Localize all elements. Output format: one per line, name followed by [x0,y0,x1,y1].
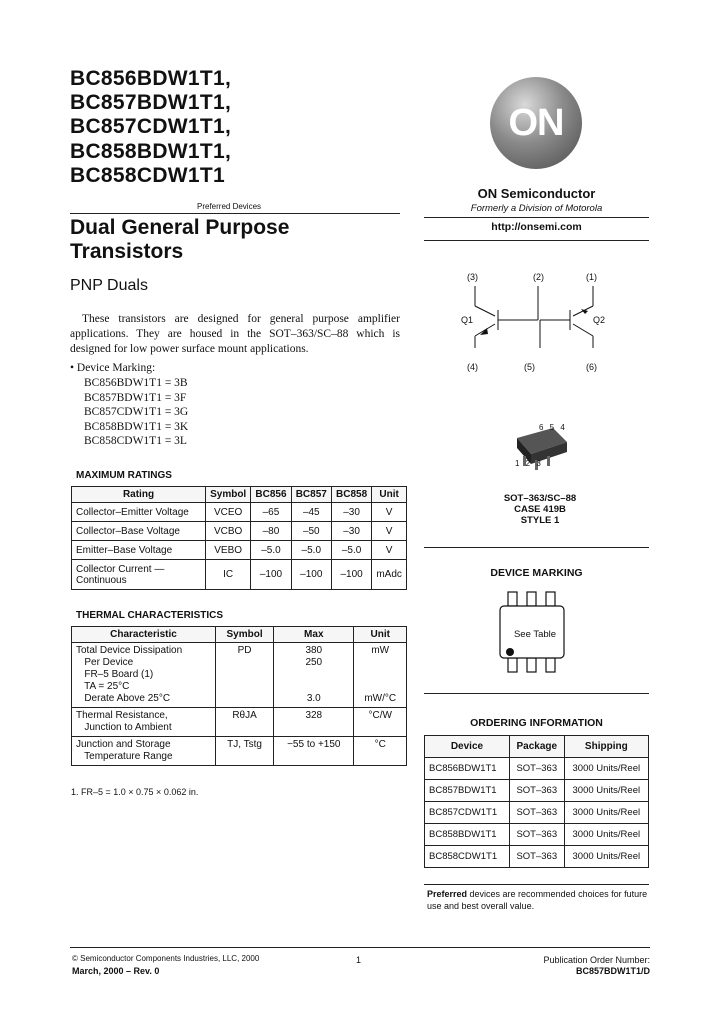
preferred-note [427,888,649,912]
package-line: CASE 419B [514,504,566,515]
table-cell: 380 250 3.0 [274,643,354,708]
column-header: Package [509,736,564,758]
table-cell: 328 [274,708,354,737]
publication-label: Publication Order Number: [543,955,650,965]
table-header-row [72,627,407,643]
package-line: STYLE 1 [520,515,560,526]
divider [424,693,649,694]
formerly-label: Formerly a Division of Motorola [470,203,603,214]
table-cell: VCBO [206,522,251,541]
table-header-row [425,736,649,758]
marking-item: BC857BDW1T1 = 3F [84,391,187,404]
marking-list [84,376,188,449]
divider [424,217,649,218]
table-cell: BC857CDW1T1 [425,802,510,824]
table-cell: 3000 Units/Reel [564,802,648,824]
table-cell: 3000 Units/Reel [564,846,648,868]
part-number: BC857CDW1T1, [70,115,232,138]
part-number: BC858BDW1T1, [70,140,232,163]
thermal-table [71,626,407,766]
table-cell: –30 [331,522,371,541]
table-row [72,560,407,590]
package-pin-numbers-top: 6 5 4 [539,423,567,432]
device-marking-bullet: • Device Marking: [70,362,156,374]
table-cell: VEBO [206,541,251,560]
website-link[interactable]: http://onsemi.com [491,221,582,233]
table-cell: 3000 Units/Reel [564,824,648,846]
marking-item: BC858BDW1T1 = 3K [84,420,189,433]
table-cell: IC [206,560,251,590]
table-cell: Total Device Dissipation Per Device FR–5 Board (1) TA = 25°C Derate Above 25°C [72,643,216,708]
q1-arrow [480,328,488,335]
column-header: Max [274,627,354,643]
column-header: Characteristic [72,627,216,643]
table-cell: PD [216,643,274,708]
max-ratings-table [71,486,407,590]
table-cell: V [372,522,407,541]
table-cell: –5.0 [251,541,291,560]
table-cell: –65 [251,503,291,522]
table-cell: SOT–363 [509,780,564,802]
table-cell: SOT–363 [509,802,564,824]
preferred-note-text: devices are recommended choices for future use and best overall value. [427,889,648,911]
table-cell: Thermal Resistance, Junction to Ambient [72,708,216,737]
table-cell: SOT–363 [509,824,564,846]
divider [424,884,649,885]
marking-item: BC858CDW1T1 = 3L [84,435,187,448]
table-cell: mAdc [372,560,407,590]
pin-label: (2) [533,272,544,282]
pin-label: (6) [586,362,597,372]
pin-label: (4) [467,362,478,372]
column-header: BC857 [291,487,331,503]
divider [424,240,649,241]
table-cell: –5.0 [331,541,371,560]
preferred-devices-label: Preferred Devices [197,202,262,211]
table-cell: –45 [291,503,331,522]
pin-label: (3) [467,272,478,282]
column-header: BC856 [251,487,291,503]
table-cell: Emitter–Base Voltage [72,541,206,560]
table-cell: –100 [251,560,291,590]
marking-item: BC857CDW1T1 = 3G [84,406,189,419]
table-row [425,846,649,868]
page-number: 1 [356,955,362,965]
pin-label: (1) [586,272,597,282]
column-header: BC858 [331,487,371,503]
title-line: Transistors [70,240,184,263]
package-pin-numbers-bottom: 1 2 3 [515,459,543,468]
q1-label: Q1 [461,315,474,325]
thermal-heading: THERMAL CHARACTERISTICS [76,610,224,621]
divider [70,213,400,214]
table-cell: –80 [251,522,291,541]
table-cell: SOT–363 [509,758,564,780]
part-number: BC856BDW1T1, [70,67,232,90]
marking-item: BC856BDW1T1 = 3B [84,377,188,389]
divider [424,547,649,548]
page-title [70,216,289,264]
table-header-row [72,487,407,503]
table-cell: –30 [331,503,371,522]
table-cell: −55 to +150 [274,737,354,766]
part-number: BC858CDW1T1 [70,164,226,187]
table-cell: BC857BDW1T1 [425,780,510,802]
table-row [425,780,649,802]
package-info [470,493,610,526]
pin-label: (5) [524,362,535,372]
table-row [72,503,407,522]
company-name: ON Semiconductor [477,186,596,201]
table-cell: BC858CDW1T1 [425,846,510,868]
table-cell: BC856BDW1T1 [425,758,510,780]
table-cell: –50 [291,522,331,541]
on-logo [490,77,582,169]
table-row [72,522,407,541]
table-cell: Junction and Storage Temperature Range [72,737,216,766]
table-row [425,758,649,780]
column-header: Symbol [206,487,251,503]
column-header: Unit [372,487,407,503]
table-row [425,802,649,824]
max-ratings-heading: MAXIMUM RATINGS [76,470,172,481]
table-cell: RθJA [216,708,274,737]
table-cell: °C [354,737,407,766]
table-cell: –100 [331,560,371,590]
column-header: Unit [354,627,407,643]
table-cell: Collector Current — Continuous [72,560,206,590]
table-row [72,541,407,560]
table-cell: –5.0 [291,541,331,560]
q2-label: Q2 [593,315,606,325]
table-row [72,737,407,766]
table-cell: –100 [291,560,331,590]
logo-text: ON [508,102,564,144]
preferred-note-bold: Preferred [427,889,468,899]
publication-number: BC857BDW1T1/D [575,966,650,976]
table-cell: VCEO [206,503,251,522]
copyright: © Semiconductor Components Industries, LLC, 2000 [72,954,260,963]
subtitle: PNP Duals [70,277,148,294]
footer-divider [70,947,650,948]
table-cell: mW mW/°C [354,643,407,708]
table-cell: Collector–Base Voltage [72,522,206,541]
device-marking-heading: DEVICE MARKING [490,567,583,579]
column-header: Rating [72,487,206,503]
footnote: 1. FR–5 = 1.0 × 0.75 × 0.062 in. [71,787,199,797]
part-number: BC857BDW1T1, [70,91,232,114]
table-row [425,824,649,846]
column-header: Shipping [564,736,648,758]
table-cell: TJ, Tstg [216,737,274,766]
column-header: Device [425,736,510,758]
marking-diagram-label: See Table [513,629,557,640]
column-header: Symbol [216,627,274,643]
table-row [72,708,407,737]
revision-date: March, 2000 – Rev. 0 [72,966,160,976]
table-cell: BC858BDW1T1 [425,824,510,846]
table-cell: V [372,541,407,560]
table-cell: 3000 Units/Reel [564,780,648,802]
ordering-heading: ORDERING INFORMATION [470,717,603,729]
table-cell: V [372,503,407,522]
table-cell: Collector–Emitter Voltage [72,503,206,522]
ordering-table [424,735,649,868]
description: These transistors are designed for general purpose amplifier applications. They are housed in the SOT–363/SC–88 which is designed for low power surface mount applications. [70,313,400,355]
table-cell: 3000 Units/Reel [564,758,648,780]
table-row [72,643,407,708]
title-line: Dual General Purpose [70,216,290,239]
package-line: SOT–363/SC–88 [503,493,577,504]
table-cell: °C/W [354,708,407,737]
table-cell: SOT–363 [509,846,564,868]
